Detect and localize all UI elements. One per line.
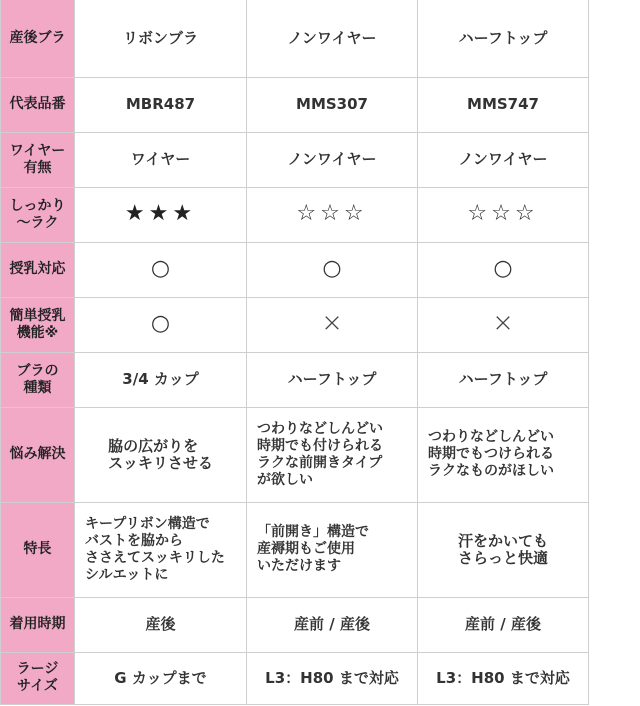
circle-mark: ○	[150, 311, 171, 336]
table-cell	[247, 407, 418, 502]
row-header: 特長	[1, 502, 75, 597]
table-row	[1, 242, 589, 297]
table-row	[1, 597, 589, 652]
table-cell: MBR487	[75, 77, 247, 132]
table-cell: リボンブラ	[75, 0, 247, 77]
row-header: 悩み解決	[1, 407, 75, 502]
circle-mark: ○	[322, 256, 342, 281]
circle-mark: ○	[493, 256, 513, 281]
table-cell: L3：H80 まで対応	[418, 652, 589, 704]
table-cell: ハーフトップ	[247, 352, 418, 407]
row-header: ブラの 種類	[1, 352, 75, 407]
table-row	[1, 187, 589, 242]
table-cell	[247, 502, 418, 597]
table-cell: G カップまで	[75, 652, 247, 704]
table-cell	[75, 297, 247, 352]
cross-mark: ×	[321, 307, 343, 338]
table-cell: L3：H80 まで対応	[247, 652, 418, 704]
circle-mark: ○	[150, 256, 171, 281]
table-cell: ノンワイヤー	[247, 0, 418, 77]
table-row	[1, 652, 589, 704]
row-header: 代表品番	[1, 77, 75, 132]
table-cell	[247, 297, 418, 352]
table-cell: 産後	[75, 597, 247, 652]
table-cell	[247, 242, 418, 297]
star-rating: ☆☆☆	[467, 201, 539, 226]
star-rating: ☆☆☆	[296, 201, 368, 226]
cell-text: キープリボン構造で バストを脇から ささえてスッキリした シルエットに	[85, 515, 225, 583]
table-cell	[75, 407, 247, 502]
table-cell	[418, 187, 589, 242]
table-cell: 産前 / 産後	[247, 597, 418, 652]
row-header: しっかり ～ラク	[1, 187, 75, 242]
table-row	[1, 297, 589, 352]
table-row	[1, 352, 589, 407]
table-row	[1, 407, 589, 502]
cell-text: つわりなどしんどい 時期でも付けられる ラクな前開きタイプ が欲しい	[257, 420, 383, 488]
row-header: 産後ブラ	[1, 0, 75, 77]
table-row	[1, 77, 589, 132]
table-cell: ハーフトップ	[418, 0, 589, 77]
cell-text: 汗をかいても さらっと快適	[457, 531, 548, 567]
row-header: ラージ サイズ	[1, 652, 75, 704]
table-row	[1, 0, 589, 77]
table-cell	[75, 502, 247, 597]
table-cell	[418, 242, 589, 297]
table-row	[1, 132, 589, 187]
table-cell: ノンワイヤー	[418, 132, 589, 187]
table-cell	[75, 242, 247, 297]
table-cell: ハーフトップ	[418, 352, 589, 407]
row-header: 着用時期	[1, 597, 75, 652]
table-cell: ノンワイヤー	[247, 132, 418, 187]
table-cell	[418, 297, 589, 352]
cross-mark: ×	[492, 307, 514, 338]
cell-text: 「前開き」構造で 産褥期もご使用 いただけます	[257, 524, 369, 574]
table-cell: MMS307	[247, 77, 418, 132]
star-rating: ★★★	[124, 201, 197, 226]
cell-text: つわりなどしんどい 時期でもつけられる ラクなものがほしい	[428, 429, 554, 479]
table-cell	[75, 187, 247, 242]
table-row	[1, 502, 589, 597]
row-header: 簡単授乳 機能※	[1, 297, 75, 352]
table-cell: MMS747	[418, 77, 589, 132]
cell-text: 脇の広がりを スッキリさせる	[108, 436, 213, 472]
table-cell	[418, 502, 589, 597]
table-cell: ワイヤー	[75, 132, 247, 187]
row-header: 授乳対応	[1, 242, 75, 297]
table-cell	[247, 187, 418, 242]
table-cell: 3/4 カップ	[75, 352, 247, 407]
table-cell: 産前 / 産後	[418, 597, 589, 652]
row-header: ワイヤー 有無	[1, 132, 75, 187]
table-cell	[418, 407, 589, 502]
